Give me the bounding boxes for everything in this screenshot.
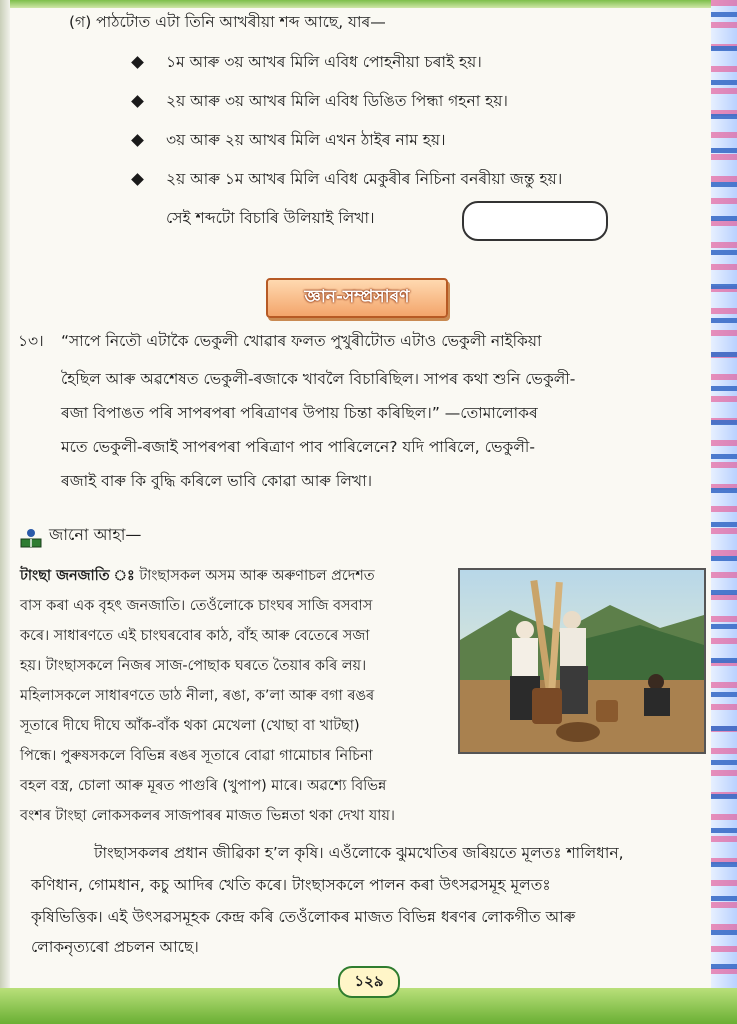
answer-box[interactable] (462, 201, 608, 241)
info-line: বংশৰ টাংছা লোকসকলৰ সাজপাৰৰ মাজত ভিন্নতা থকা দেখা যায়। (20, 808, 395, 824)
question-line: ৰজা বিপাঙত পৰি সাপৰপৰা পৰিত্ৰাণৰ উপায় চিন্তা কৰিছিল।” —তোমালোকৰ (61, 404, 538, 422)
diamond-bullet-icon (131, 56, 144, 69)
decorative-right-border (711, 0, 737, 1024)
tangsa-photo-illustration (460, 570, 704, 752)
question-line: হৈছিল আৰু অৱশেষত ভেকুলী-ৰজাকে খাবলৈ বিচাৰিছিল। সাপৰ কথা শুনি ভেকুলী- (61, 370, 576, 388)
info-paragraph-line: লোকনৃত্যৰো প্ৰচলন আছে। (31, 938, 199, 956)
diamond-bullet-icon (131, 134, 144, 147)
top-border (0, 0, 737, 8)
section-banner-label: জ্ঞান-সম্প্ৰসাৰণ (304, 287, 410, 307)
info-line: সূতাৰে দীঘে দীঘে আঁক-বাঁক থকা মেখেলা (খোছা বা খাটছা) (20, 718, 360, 734)
info-line: বহল বস্ত্ৰ, চোলা আৰু মূৰত পাগুৰি (খুপাপ) মাৰে। অৱশ্যে বিভিন্ন (20, 778, 387, 794)
exercise-clue-3: ৩য় আৰু ২য় আখৰ মিলি এখন ঠাইৰ নাম হয়। (166, 131, 446, 149)
question-line: “সাপে নিতৌ এটাকৈ ভেকুলী খোৱাৰ ফলত পুখুৰীটোত এটাও ভেকুলী নাইকিয়া (61, 332, 542, 350)
info-line: হয়। টাংছাসকলে নিজৰ সাজ-পোছাক ঘৰতে তৈয়াৰ কৰি লয়। (20, 658, 367, 674)
info-paragraph-line: কণিধান, গোমধান, কচু আদিৰ খেতি কৰে। টাংছাসকলে পালন কৰা উৎসৱসমূহ মূলতঃ (31, 876, 551, 894)
diamond-bullet-icon (131, 173, 144, 186)
question-number: ১৩। (18, 332, 44, 350)
exercise-prompt: সেই শব্দটো বিচাৰি উলিয়াই লিখা। (166, 209, 375, 227)
info-term: টাংছা জনজাতি ঃ (20, 568, 135, 584)
info-line: কৰে। সাধাৰণতে এই চাংঘৰবোৰ কাঠ, বাঁহ আৰু বেতেৰে সজা (20, 628, 370, 644)
section-banner (266, 278, 448, 318)
exercise-clue-2: ২য় আৰু ৩য় আখৰ মিলি এবিধ ডিঙিত পিন্ধা গহনা হয়। (166, 92, 508, 110)
info-paragraph-line: কৃষিভিত্তিক। এই উৎসৱসমূহক কেন্দ্ৰ কৰি তেওঁলোকৰ মাজত বিভিন্ন ধৰণৰ লোকগীত আৰু (31, 908, 576, 926)
book-reader-icon (20, 527, 42, 549)
exercise-clue-1: ১ম আৰু ৩য় আখৰ মিলি এবিধ পোহনীয়া চৰাই হয়। (166, 53, 482, 71)
page-number-label: ১২৯ (354, 971, 384, 990)
diamond-bullet-icon (131, 95, 144, 108)
info-line-text: টাংছাসকল অসম আৰু অৰুণাচল প্ৰদেশত (134, 568, 375, 584)
tangsa-photo (458, 568, 706, 754)
page-number (338, 966, 400, 998)
page-gutter (0, 0, 10, 1024)
info-paragraph-line: টাংছাসকলৰ প্ৰধান জীৱিকা হ’ল কৃষি। এওঁলোকে ঝুমখেতিৰ জৰিয়তে মূলতঃ শালিধান, (94, 844, 624, 862)
question-line: ৰজাই বাৰু কি বুদ্ধি কৰিলে ভাবি কোৱা আৰু লিখা। (61, 472, 373, 490)
exercise-clue-4: ২য় আৰু ১ম আখৰ মিলি এবিধ মেকুৰীৰ নিচিনা বনৰীয়া জন্তু হয়। (166, 170, 563, 188)
info-line: মহিলাসকলে সাধাৰণতে ডাঠ নীলা, ৰঙা, ক’লা আৰু বগা ৰঙৰ (20, 688, 375, 704)
info-title: জানো আহা— (49, 525, 142, 544)
info-line: বাস কৰা এক বৃহৎ জনজাতি। তেওঁলোকে চাংঘৰ সাজি বসবাস (20, 598, 373, 614)
info-line: পিন্ধে। পুৰুষসকলে বিভিন্ন ৰঙৰ সূতাৰে বোৱা গামোচাৰ নিচিনা (20, 748, 373, 764)
info-line (20, 567, 375, 586)
question-line: মতে ভেকুলী-ৰজাই সাপৰপৰা পৰিত্ৰাণ পাব পাৰিলেনে? যদি পাৰিলে, ভেকুলী- (61, 438, 535, 456)
exercise-heading: (গ) পাঠটোত এটা তিনি আখৰীয়া শব্দ আছে, যাৰ— (69, 13, 386, 31)
